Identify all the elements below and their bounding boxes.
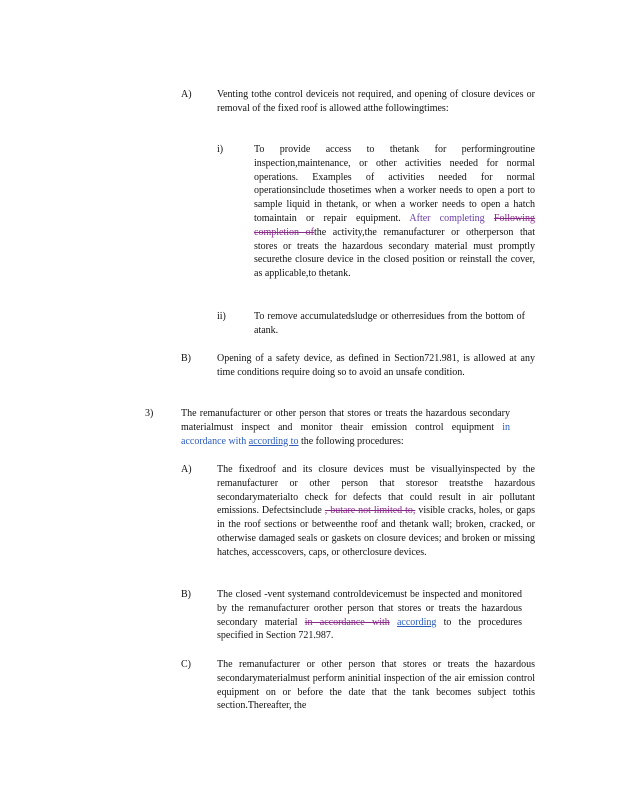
paragraph: The remanufacturer or other person that stores or treats the hazardous secondarymaterialmust perform aninitial inspection of the air emission control equipment on or before the date that the tank becomes subject tothis section.Thereafter, the <box>217 659 535 712</box>
text-run: visible cracks, holes, or gaps in the roof sections or betweenthe roof and thetank wall; broken, cracked, or otherwise damaged seals or gaskets on closure devices; and broken or missing hatches, accesscovers, caps, or otherclosure devices. <box>217 505 536 558</box>
item-label: ii) <box>217 311 226 322</box>
paragraph <box>254 143 535 281</box>
text-run: The remanufacturer or other person that stores or treats the hazardous secondary materialmust inspect and monitor theair emission control equipment <box>181 408 510 433</box>
text-run: The fixedroof and its closure devices must be visuallyinspected by the remanufacturer or other person that storesor treatsthe hazardous secondarymaterialto check for defects that could result in air pollutant emissions. Defectsinclude <box>217 464 535 517</box>
deleted-text: , butare not limited to, <box>324 505 416 517</box>
paragraph <box>217 463 535 560</box>
text-run: the following procedures: <box>300 435 404 447</box>
paragraph: Venting tothe control deviceis not required, and opening of closure devices or removal of the fixed roof is allowed atthe followingtimes: <box>217 89 535 114</box>
text-run: the activity,the remanufacturer or otherperson that stores or treats the hazardous secondary material must promptly securethe closure device in the closed position or reinstall the cover, as applicable,to thetank. <box>254 226 535 280</box>
paragraph: To remove accumulatedsludge or otherresidues from the bottom of atank. <box>254 311 525 336</box>
paragraph: Opening of a safety device, as defined in Section721.981, is allowed at any time conditions require doing so to avoid an unsafe condition. <box>217 353 535 378</box>
paragraph <box>181 407 510 448</box>
item-label: A) <box>181 89 192 100</box>
item-label: B) <box>181 353 191 364</box>
item-label: B) <box>181 589 191 600</box>
item-label: 3) <box>145 408 154 419</box>
text-run: The closed -vent systemand controldevicemust be inspected and monitored by the remanufacturer orother person that stores or treats the hazardous secondary material <box>217 589 522 628</box>
deleted-text: in accordance with <box>304 616 390 628</box>
item-label: A) <box>181 464 192 475</box>
item-label: C) <box>181 659 191 670</box>
inserted-text: according <box>396 616 437 628</box>
text-run: to the procedures specified in Section 721.987. <box>217 616 522 642</box>
inserted-text: according to <box>248 435 299 447</box>
inserted-text: in accordance with <box>181 421 510 447</box>
inserted-text: After completing <box>409 212 485 224</box>
item-label: i) <box>217 144 224 155</box>
paragraph <box>217 588 522 643</box>
deleted-text: Following completion of <box>254 212 536 238</box>
text-run: To provide access to thetank for performingroutine inspection,maintenance, or other activities needed for normal operations. Examples of activities needed for normal operationsinclude thosetimes when a worker needs to open a port to sample liquid in thetank, or when a worker needs to open a hatch tomaintain or repair equipment. <box>254 144 535 224</box>
